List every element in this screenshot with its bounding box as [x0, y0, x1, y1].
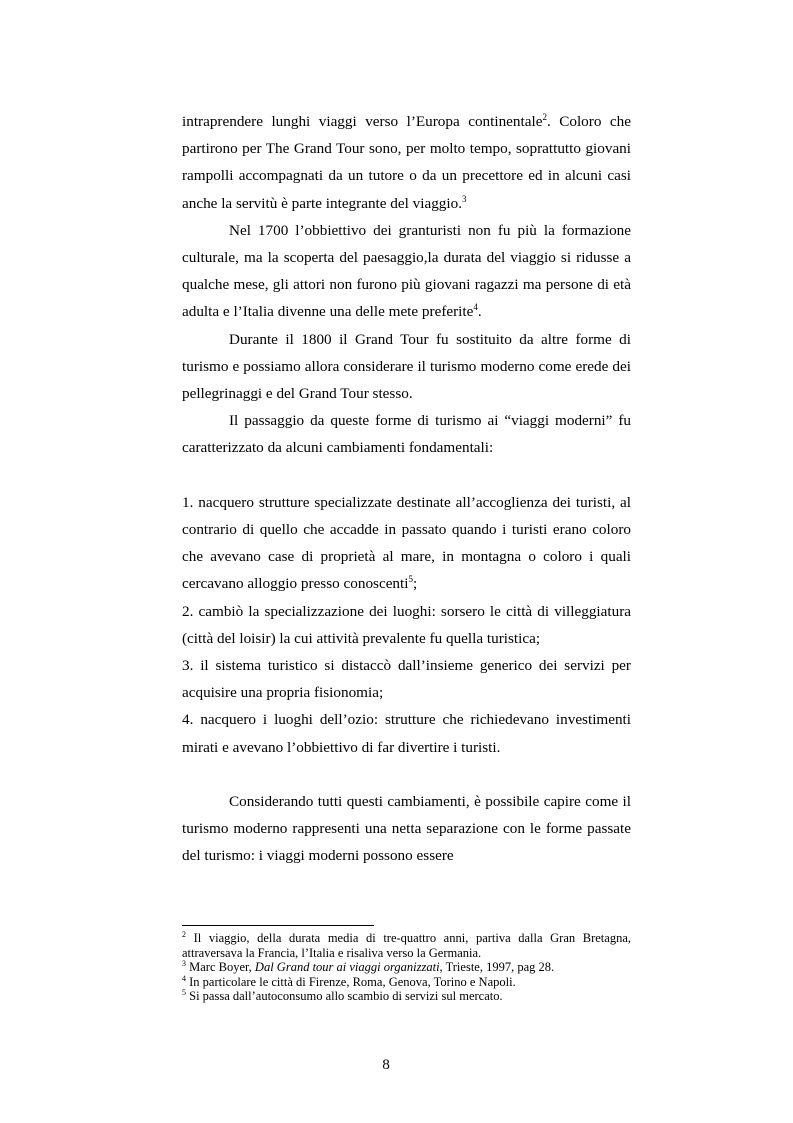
list-item — [182, 706, 631, 760]
text-run: intraprendere lunghi viaggi verso l’Europa continentale — [182, 113, 543, 130]
footnote-ref: 5 — [182, 988, 186, 998]
text-run: Considerando tutti questi cambiamenti, è possibile capire come il turismo moderno rappresenti una netta separazione con le forme passate del turismo: i viaggi moderni possono essere — [182, 793, 631, 865]
list-item — [182, 489, 631, 598]
footnote-ref: 3 — [462, 193, 467, 204]
closing-paragraph-container — [182, 788, 631, 870]
text-run: . Coloro che partirono per The Grand Tour sono, per molto tempo, soprattutto giovani rampolli accompagnati da un tutore o da un precettore ed in alcuni casi anche la servitù è parte integrante del viaggio. — [182, 113, 632, 212]
text-run: Si passa dall’autoconsumo allo scambio di servizi sul mercato. — [186, 989, 503, 1004]
footnote — [182, 975, 631, 990]
paragraph-gap — [182, 462, 631, 489]
footnote-ref: 2 — [542, 112, 547, 122]
page-number: 8 — [382, 1056, 390, 1073]
text-run: . — [477, 303, 482, 321]
text-run: Marc Boyer, — [186, 960, 255, 975]
text-run: 3. il sistema turistico si distaccò dall’insieme generico dei servizi per acquisire una propria fisionomia; — [182, 657, 631, 702]
paragraph-gap — [182, 761, 631, 788]
text-run: 4. nacquero i luoghi dell’ozio: strutture che richiedevano investimenti mirati e avevano l’obbiettivo di far divertire i turisti. — [182, 711, 631, 756]
text-run: Durante il 1800 il Grand Tour fu sostituito da altre forme di turismo e possiamo allora considerare il turismo moderno come erede dei pellegrinaggi e del Grand Tour stesso. — [182, 330, 631, 403]
footnote — [182, 989, 631, 1004]
text-run: 1. nacquero strutture specializzate destinate all’accoglienza dei turisti, al contrario di quello che accadde in passato quando i turisti erano coloro che avevano case di proprietà al mare, in montagna o coloro i quali cercavano alloggio presso conoscenti — [182, 493, 631, 593]
body-paragraph — [182, 108, 631, 217]
body-paragraph — [182, 217, 631, 326]
footnote-separator — [182, 925, 374, 926]
footnote-ref: 4 — [182, 973, 186, 983]
closing-paragraph — [182, 788, 631, 870]
list-item — [182, 598, 631, 652]
list-item — [182, 652, 631, 706]
footnote-ref: 2 — [182, 930, 186, 939]
text-run: ; — [412, 575, 418, 593]
text-run: Trieste, 1997, pag 28. — [442, 960, 555, 975]
text-run: In particolare le città di Firenze, Roma, Genova, Torino e Napoli. — [186, 974, 516, 989]
text-run: Il passaggio da queste forme di turismo ai “viaggi moderni” fu caratterizzato da alcuni cambiamenti fondamentali: — [182, 412, 631, 457]
document-page — [182, 108, 631, 870]
changes-list — [182, 489, 631, 761]
italic-title: Dal Grand tour ai viaggi organizzati, — [254, 960, 443, 975]
text-run: Il viaggio, della durata media di tre-quattro anni, partiva dalla Gran Bretagna, attraversava la Francia, l’Italia e risaliva verso la Germania. — [182, 931, 631, 960]
footnote — [182, 960, 631, 975]
footnote-ref: 4 — [473, 302, 478, 313]
body-paragraphs — [182, 108, 631, 462]
body-paragraph — [182, 407, 631, 461]
footnote-ref: 5 — [408, 574, 413, 585]
text-run: Nel 1700 l’obbiettivo dei granturisti non fu più la formazione culturale, ma la scoperta del paesaggio,la durata del viaggio si ridusse a qualche mese, gli attori non furono più giovani ragazzi ma persone di età adulta e l’Italia divenne una delle mete preferite — [182, 221, 631, 321]
body-paragraph — [182, 326, 631, 408]
footnote-ref: 3 — [182, 959, 186, 969]
footnotes — [182, 931, 631, 1004]
text-run: 2. cambiò la specializzazione dei luoghi: sorsero le città di villeggiatura (città del loisir) la cui attività prevalente fu quella turistica; — [182, 602, 631, 647]
footnote — [182, 931, 631, 960]
